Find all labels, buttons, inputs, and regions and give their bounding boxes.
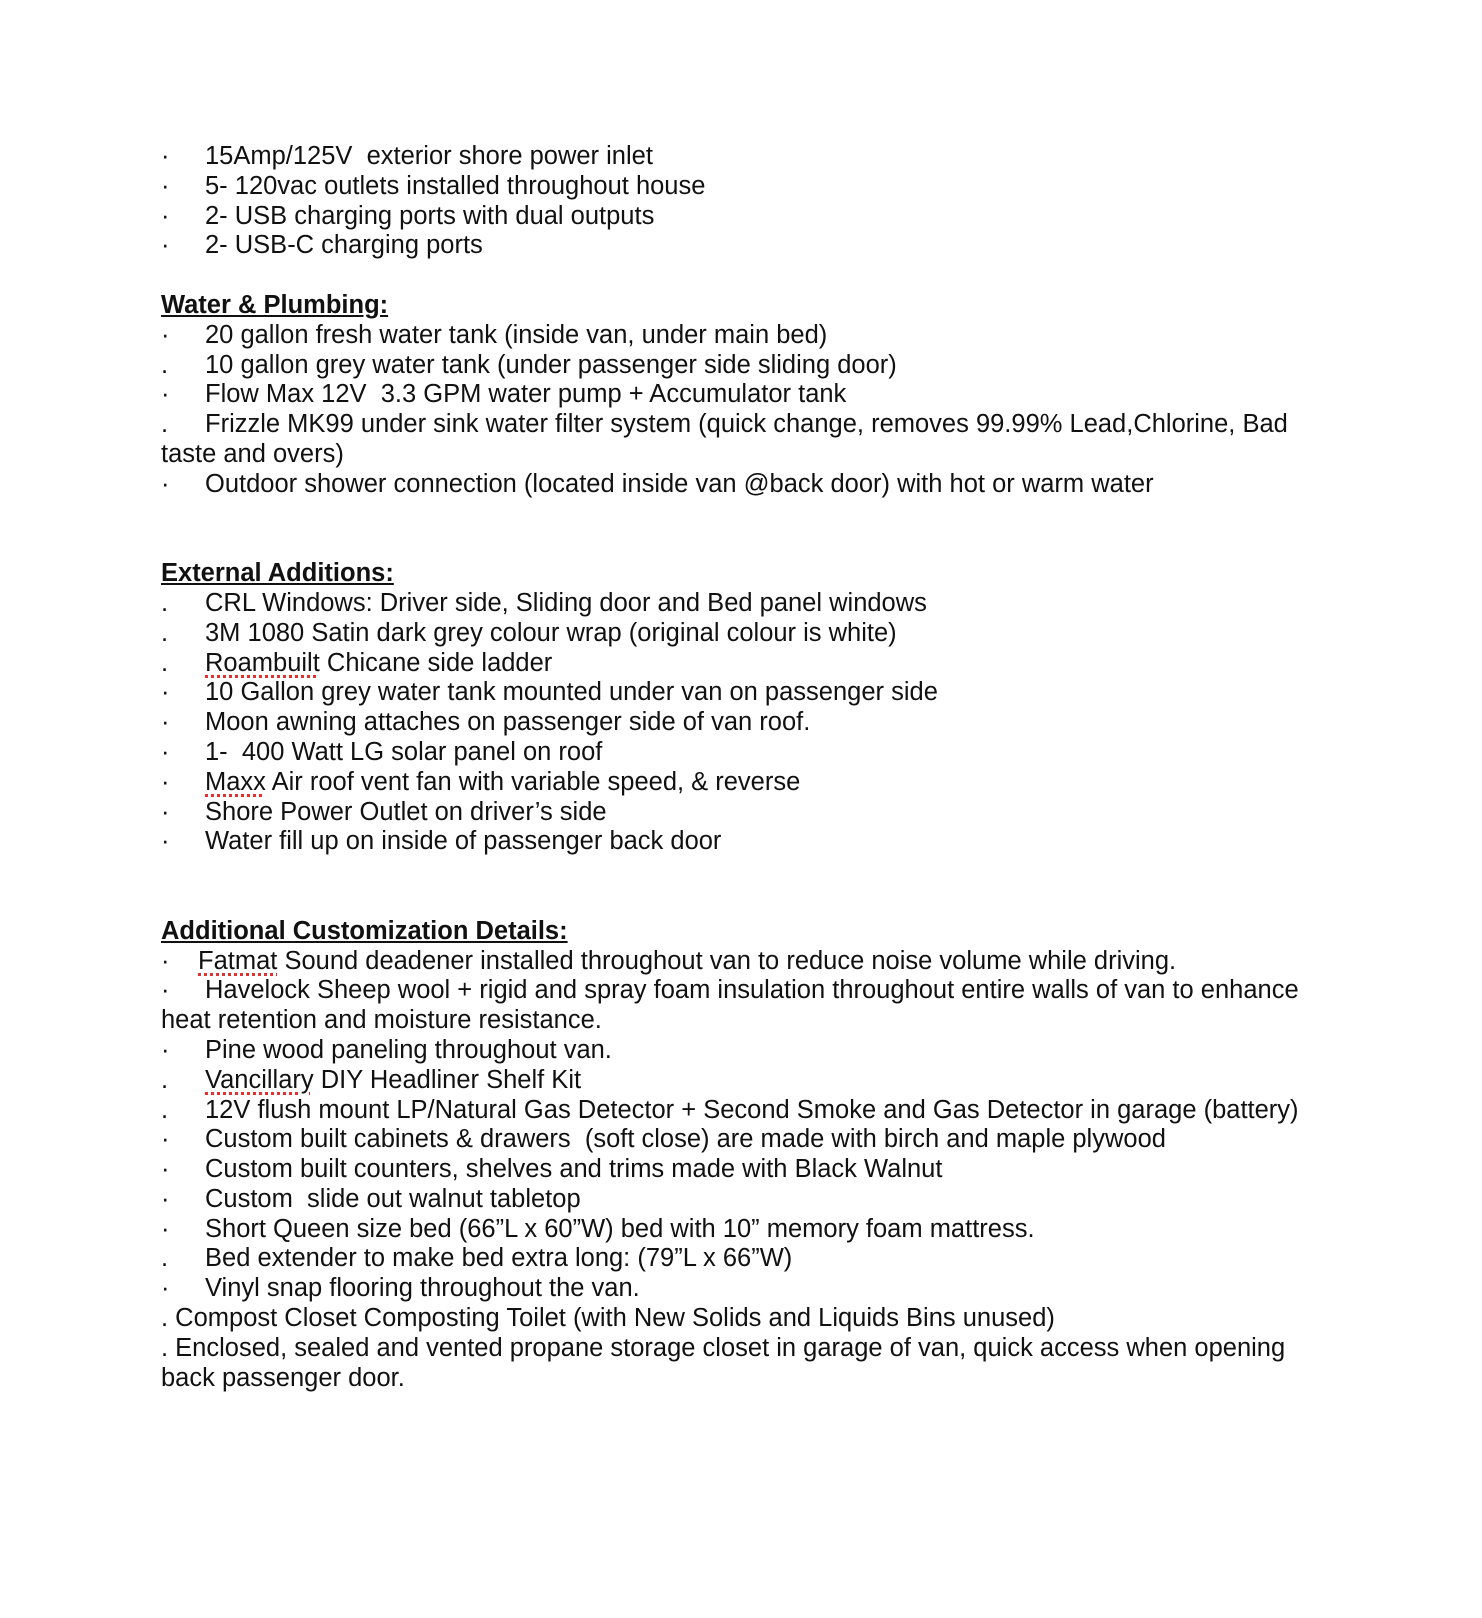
item-text: 10 gallon grey water tank (under passenger side sliding door) (205, 350, 897, 379)
item-text: Short Queen size bed (66”L x 60”W) bed with 10” memory foam mattress. (205, 1214, 1035, 1243)
bullet: · (161, 678, 170, 707)
bullet: . (161, 1065, 169, 1094)
item-text: 3M 1080 Satin dark grey colour wrap (original colour is white) (205, 618, 897, 647)
item-text: 5- 120vac outlets installed throughout house (205, 171, 706, 200)
section-heading-custom: Additional Customization Details: (161, 916, 568, 945)
section-heading-external: External Additions: (161, 559, 394, 588)
list-item (161, 1215, 1341, 1245)
custom-section (161, 917, 1341, 1394)
list-item: . Enclosed, sealed and vented propane storage closet in garage of van, quick access when opening back passenger door. (161, 1333, 1293, 1392)
bullet: · (161, 737, 170, 766)
item-text: CRL Windows: Driver side, Sliding door and Bed panel windows (205, 588, 927, 617)
list-item (161, 410, 1341, 470)
item-text: Shore Power Outlet on driver’s side (205, 797, 607, 826)
spacer (161, 261, 1341, 291)
list-item (161, 1066, 1341, 1096)
list-item (161, 1244, 1341, 1274)
bullet: . (161, 350, 169, 379)
water-section (161, 291, 1341, 500)
list-item (161, 380, 1341, 410)
spellcheck-word: Roambuilt (205, 648, 320, 677)
item-text: Flow Max 12V 3.3 GPM water pump + Accumulator tank (205, 380, 847, 409)
spellcheck-word: Vancillary (205, 1065, 314, 1094)
bullet: . (161, 410, 169, 439)
item-text: 20 gallon fresh water tank (inside van, under main bed) (205, 320, 828, 349)
item-text: Moon awning attaches on passenger side of van roof. (205, 708, 811, 737)
item-text: 12V flush mount LP/Natural Gas Detector + Second Smoke and Gas Detector in garage (battery) (205, 1095, 1299, 1124)
list-item (161, 619, 1341, 649)
bullet: · (161, 231, 170, 260)
external-section (161, 559, 1341, 857)
list-item (161, 976, 1341, 1036)
list-item: . Compost Closet Composting Toilet (with New Solids and Liquids Bins unused) (161, 1304, 1055, 1333)
item-text: Custom built counters, shelves and trims made with Black Walnut (205, 1155, 943, 1184)
list-item (161, 1036, 1341, 1066)
spacer (161, 500, 1341, 560)
item-text: Water fill up on inside of passenger back door (205, 827, 722, 856)
bullet: · (161, 1035, 170, 1064)
list-item (161, 351, 1341, 381)
bullet: · (161, 1155, 170, 1184)
bullet: . (161, 618, 169, 647)
list-item (161, 1155, 1341, 1185)
list-item (161, 470, 1341, 500)
bullet: · (161, 469, 170, 498)
list-item (161, 231, 1341, 261)
spellcheck-word: Maxx (205, 767, 266, 796)
bullet: · (161, 827, 170, 856)
list-item (161, 1096, 1341, 1126)
item-text: Frizzle MK99 under sink water filter system (quick change, removes 99.99% Lead,Chlorine, Bad taste and overs) (161, 410, 1295, 468)
list-item (161, 172, 1341, 202)
bullet: · (161, 320, 170, 349)
bullet: · (161, 1184, 170, 1213)
list-item (161, 827, 1341, 857)
list-item (161, 768, 1341, 798)
bullet: · (161, 946, 170, 975)
item-text: 10 Gallon grey water tank mounted under van on passenger side (205, 678, 938, 707)
spellcheck-word: Fatmat (198, 946, 278, 975)
power-list (161, 142, 1341, 261)
document-page (161, 142, 1341, 1393)
bullet: · (161, 171, 170, 200)
list-item (161, 738, 1341, 768)
bullet: · (161, 142, 170, 170)
bullet: · (161, 976, 170, 1005)
list-item (161, 142, 1341, 172)
list-item (161, 678, 1341, 708)
item-text: Custom built cabinets & drawers (soft close) are made with birch and maple plywood (205, 1125, 1166, 1154)
section-heading-water: Water & Plumbing: (161, 290, 389, 319)
item-text: Air roof vent fan with variable speed, & reverse (265, 767, 801, 796)
bullet: · (161, 767, 170, 796)
bullet: . (161, 1095, 169, 1124)
item-text: Bed extender to make bed extra long: (79”L x 66”W) (205, 1244, 793, 1273)
list-item (161, 649, 1341, 679)
list-item (161, 589, 1341, 619)
list-item (161, 1274, 1341, 1304)
bullet: · (161, 708, 170, 737)
list-item (161, 708, 1341, 738)
item-text: 2- USB charging ports with dual outputs (205, 201, 655, 230)
list-item (161, 1185, 1341, 1215)
list-item (161, 321, 1341, 351)
item-text: 15Amp/125V exterior shore power inlet (205, 142, 653, 170)
bullet: · (161, 1125, 170, 1154)
item-text: DIY Headliner Shelf Kit (313, 1065, 582, 1094)
bullet: · (161, 380, 170, 409)
item-text: 2- USB-C charging ports (205, 231, 483, 260)
list-item (161, 798, 1341, 828)
list-item (161, 1125, 1341, 1155)
item-text: Outdoor shower connection (located inside van @back door) with hot or warm water (205, 469, 1154, 498)
bullet: · (161, 201, 170, 230)
list-item (161, 202, 1341, 232)
item-text: Sound deadener installed throughout van to reduce noise volume while driving. (277, 946, 1177, 975)
item-text: Custom slide out walnut tabletop (205, 1184, 581, 1213)
bullet: . (161, 648, 169, 677)
bullet: . (161, 588, 169, 617)
spacer (161, 857, 1341, 917)
bullet: . (161, 1244, 169, 1273)
item-text: 1- 400 Watt LG solar panel on roof (205, 737, 603, 766)
bullet: · (161, 1274, 170, 1303)
list-item (161, 947, 1341, 977)
bullet: · (161, 1214, 170, 1243)
item-text: Vinyl snap flooring throughout the van. (205, 1274, 640, 1303)
item-text: Pine wood paneling throughout van. (205, 1035, 612, 1064)
item-text: Havelock Sheep wool + rigid and spray foam insulation throughout entire walls of van to enhance heat retention and moisture resistance. (161, 976, 1306, 1035)
item-text: Chicane side ladder (319, 648, 553, 677)
bullet: · (161, 797, 170, 826)
